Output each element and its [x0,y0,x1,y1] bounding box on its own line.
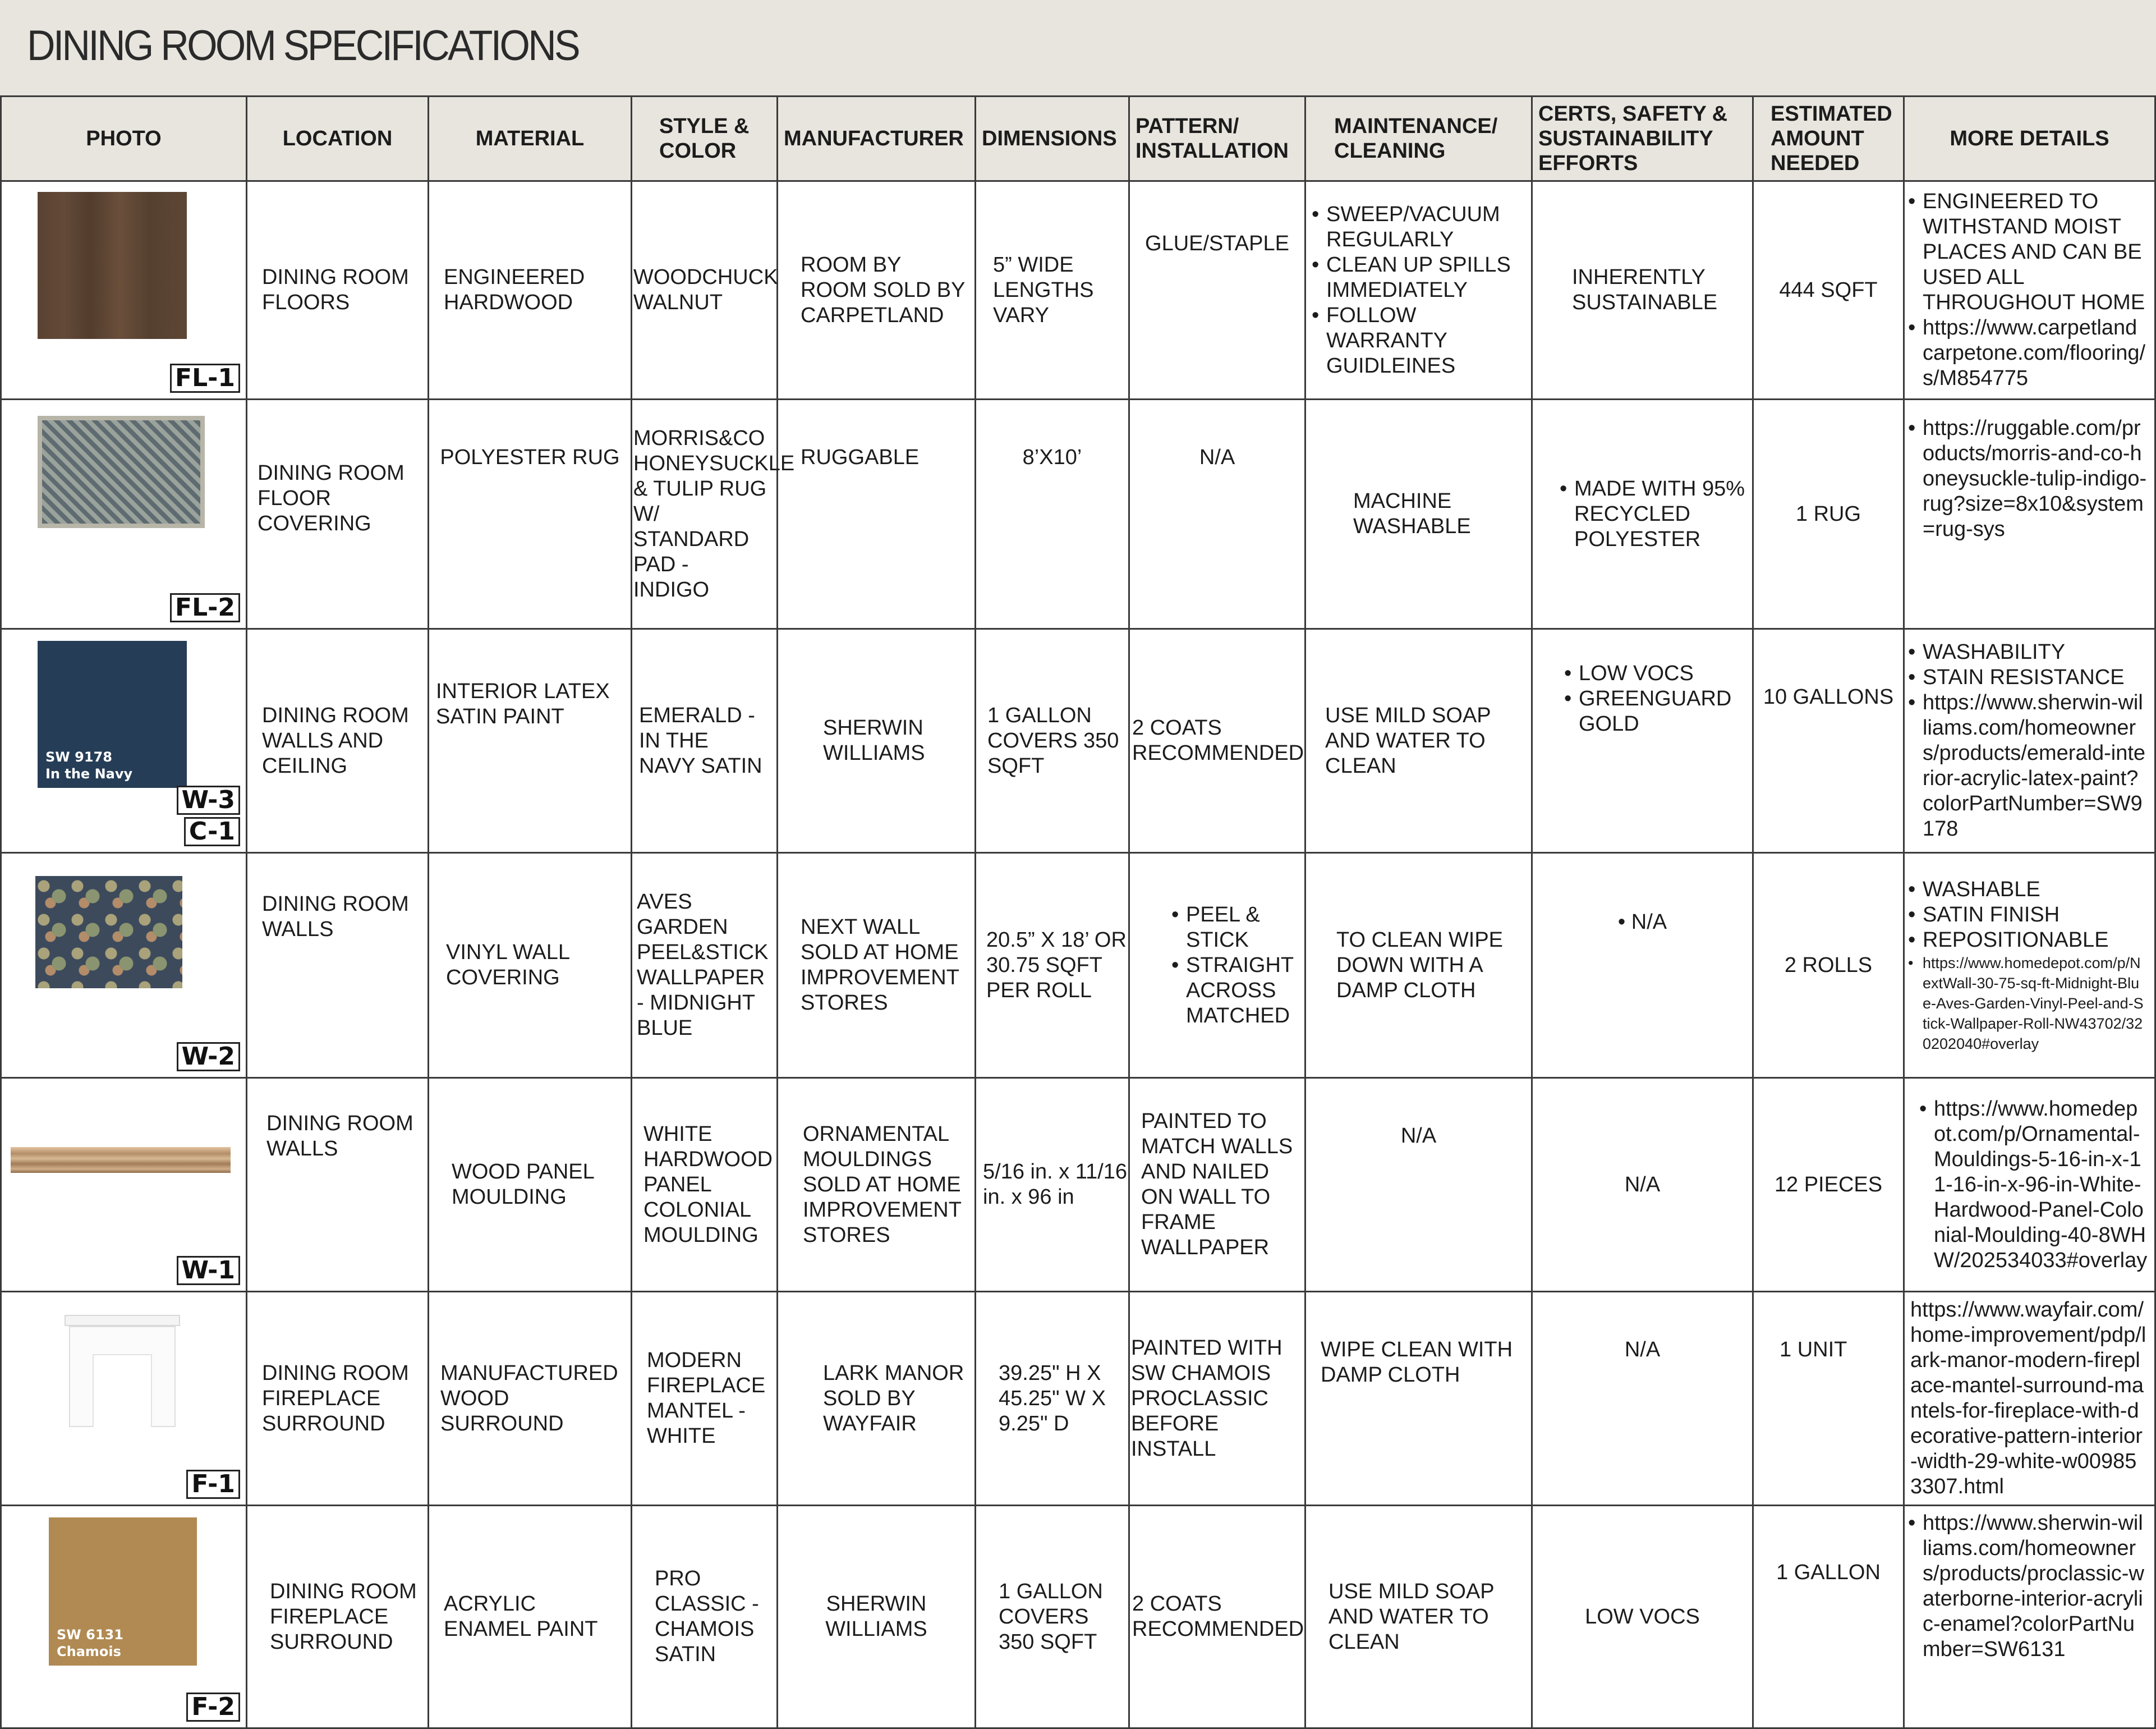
page-title: DINING ROOM SPECIFICATIONS [27,22,578,70]
pattern-cell [1129,853,1305,1078]
style-cell: MORRIS&CO HONEYSUCKLE & TULIP RUG W/ STANDARD PAD - INDIGO [632,400,778,629]
photo-cell [1,400,247,629]
location-cell: DINING ROOM WALLS [247,1078,429,1292]
manufacturer-cell: ORNAMENTAL MOULDINGS SOLD AT HOME IMPROVEMENT STORES [778,1078,976,1292]
header-manufacturer: MANUFACTURER [778,97,976,181]
maintenance-cell: USE MILD SOAP AND WATER TO CLEAN [1305,629,1532,853]
tag-label: FL-2 [170,593,240,622]
details-link[interactable]: • https://www.carpetlandcarpetone.com/flooring/s/M854775 [1923,315,2148,391]
material-cell: ENGINEERED HARDWOOD [429,181,632,400]
rug-swatch [38,416,205,528]
photo-cell [1,629,247,853]
maintenance-cell: TO CLEAN WIPE DOWN WITH A DAMP CLOTH [1305,853,1532,1078]
amount-cell: 1 GALLON [1753,1506,1904,1728]
location-cell: DINING ROOM FIREPLACE SURROUND [247,1506,429,1728]
details-link[interactable]: • https://ruggable.com/products/morris-and-co-honeysuckle-tulip-indigo-rug?size=8x10&system=rug-sys [1923,416,2148,542]
certs-item: • LOW VOCS [1579,661,1745,686]
details-item: • REPOSITIONABLE [1923,928,2148,953]
header-estimated-amount: ESTIMATED AMOUNT NEEDED [1753,97,1904,181]
header-more-details: MORE DETAILS [1904,97,2155,181]
style-cell: MODERN FIREPLACE MANTEL - WHITE [632,1292,778,1506]
details-item: • ENGINEERED TO WITHSTAND MOIST PLACES AND CAN BE USED ALL THROUGHOUT HOME [1923,189,2148,315]
details-link[interactable]: • https://www.homedepot.com/p/NextWall-30-75-sq-ft-Midnight-Blue-Aves-Garden-Vinyl-Peel-and-Stick-Wallpaper-Roll-NW43702/320202040#overlay [1923,953,2148,1054]
pattern-cell: 2 COATS RECOMMENDED [1129,629,1305,853]
table-row [1,1078,2155,1292]
wallpaper-swatch [35,876,182,988]
manufacturer-cell: SHERWIN WILLIAMS [778,629,976,853]
maintenance-cell [1305,181,1532,400]
manufacturer-cell: NEXT WALL SOLD AT HOME IMPROVEMENT STORES [778,853,976,1078]
style-cell: WOODCHUCK WALNUT [632,181,778,400]
table-row [1,1292,2155,1506]
header-pattern-installation: PATTERN/ INSTALLATION [1129,97,1305,181]
material-cell: VINYL WALL COVERING [429,853,632,1078]
material-cell: WOOD PANEL MOULDING [429,1078,632,1292]
photo-cell [1,181,247,400]
details-cell [1904,629,2155,853]
location-cell: DINING ROOM WALLS [247,853,429,1078]
certs-item: • GREENGUARD GOLD [1579,686,1745,737]
manufacturer-cell: LARK MANOR SOLD BY WAYFAIR [778,1292,976,1506]
details-item: • WASHABILITY [1923,640,2148,665]
pattern-cell: PAINTED WITH SW CHAMOIS PROCLASSIC BEFORE INSTALL [1129,1292,1305,1506]
tag-label: F-1 [186,1470,240,1499]
details-item: • STAIN RESISTANCE [1923,665,2148,690]
details-link[interactable]: • https://www.homedepot.com/p/Ornamental-Mouldings-5-16-in-x-11-16-in-x-96-in-White-Hardwood-Panel-Colonial-Moulding-40-8WHW/202534033#overlay [1934,1097,2148,1273]
photo-cell [1,1506,247,1728]
manufacturer-cell: RUGGABLE [778,400,976,629]
amount-cell: 1 UNIT [1753,1292,1904,1506]
details-cell [1904,400,2155,629]
dimensions-cell: 1 GALLON COVERS 350 SQFT [976,629,1129,853]
amount-cell: 444 SQFT [1753,181,1904,400]
maintenance-item: • FOLLOW WARRANTY GUIDLEINES [1326,303,1524,379]
table-row [1,1506,2155,1728]
pattern-cell: GLUE/STAPLE [1129,181,1305,400]
maintenance-cell: WIPE CLEAN WITH DAMP CLOTH [1305,1292,1532,1506]
style-cell: AVES GARDEN PEEL&STICK WALLPAPER - MIDNIGHT BLUE [632,853,778,1078]
manufacturer-cell: ROOM BY ROOM SOLD BY CARPETLAND [778,181,976,400]
style-cell: WHITE HARDWOOD PANEL COLONIAL MOULDING [632,1078,778,1292]
tag-label: FL-1 [170,364,240,393]
dimensions-cell: 8’X10’ [976,400,1129,629]
pattern-cell: PAINTED TO MATCH WALLS AND NAILED ON WALL TO FRAME WALLPAPER [1129,1078,1305,1292]
swatch-name: In the Navy [45,766,133,782]
tag-label: W-3 [177,786,240,815]
details-link[interactable]: • https://www.sherwin-williams.com/homeowners/products/proclassic-waterborne-interior-acrylic-enamel?colorPartNumber=SW6131 [1923,1511,2148,1662]
photo-cell [1,1292,247,1506]
swatch-name: Chamois [57,1644,121,1659]
location-cell: DINING ROOM FLOOR COVERING [247,400,429,629]
header-photo: PHOTO [1,97,247,181]
amount-cell: 10 GALLONS [1753,629,1904,853]
header-style-color: STYLE & COLOR [632,97,778,181]
pattern-item: • PEEL & STICK [1186,902,1298,953]
header-location: LOCATION [247,97,429,181]
photo-cell [1,853,247,1078]
location-cell: DINING ROOM FLOORS [247,181,429,400]
maintenance-cell: USE MILD SOAP AND WATER TO CLEAN [1305,1506,1532,1728]
pattern-item: • STRAIGHT ACROSS MATCHED [1186,953,1298,1029]
table-row [1,181,2155,400]
header-maintenance: MAINTENANCE/ CLEANING [1305,97,1532,181]
certs-cell [1532,853,1753,1078]
table-row [1,853,2155,1078]
walnut-floor-swatch [38,192,187,339]
details-cell [1904,1078,2155,1292]
dimensions-cell: 39.25" H X 45.25" W X 9.25" D [976,1292,1129,1506]
pattern-cell: 2 COATS RECOMMENDED [1129,1506,1305,1728]
specifications-table [0,95,2156,1729]
maintenance-item: • SWEEP/VACUUM REGULARLY [1326,202,1524,253]
style-cell: PRO CLASSIC - CHAMOIS SATIN [632,1506,778,1728]
maintenance-cell: MACHINE WASHABLE [1305,400,1532,629]
table-row [1,629,2155,853]
header-certs: CERTS, SAFETY & SUSTAINABILITY EFFORTS [1532,97,1753,181]
fireplace-mantel-image [65,1315,180,1427]
details-cell [1904,1506,2155,1728]
dimensions-cell: 5/16 in. x 11/16 in. x 96 in [976,1078,1129,1292]
certs-cell: INHERENTLY SUSTAINABLE [1532,181,1753,400]
certs-cell [1532,629,1753,853]
location-cell: DINING ROOM FIREPLACE SURROUND [247,1292,429,1506]
certs-cell: N/A [1532,1292,1753,1506]
certs-cell: LOW VOCS [1532,1506,1753,1728]
swatch-code: SW 6131 [57,1627,123,1643]
material-cell: POLYESTER RUG [429,400,632,629]
dimensions-cell: 5” WIDE LENGTHS VARY [976,181,1129,400]
details-cell [1904,181,2155,400]
photo-cell [1,1078,247,1292]
tag-label: F-2 [186,1693,240,1722]
details-item: • WASHABLE [1923,877,2148,902]
details-cell [1904,853,2155,1078]
header-material: MATERIAL [429,97,632,181]
certs-cell: N/A [1532,1078,1753,1292]
amount-cell: 1 RUG [1753,400,1904,629]
material-cell: ACRYLIC ENAMEL PAINT [429,1506,632,1728]
details-link[interactable]: https://www.wayfair.com/home-improvement/pdp/lark-manor-modern-fireplace-mantel-surround-mantels-for-fireplace-with-decorative-pattern-interior-width-29-white-w009853307.html [1904,1292,2155,1506]
style-cell: EMERALD - IN THE NAVY SATIN [632,629,778,853]
moulding-swatch [11,1147,231,1173]
tag-label-secondary: C-1 [184,817,240,846]
material-cell: INTERIOR LATEX SATIN PAINT [429,629,632,853]
certs-item: • N/A [1617,910,1667,934]
dimensions-cell: 1 GALLON COVERS 350 SQFT [976,1506,1129,1728]
details-link[interactable]: • https://www.sherwin-williams.com/homeowners/products/emerald-interior-acrylic-latex-paint?colorPartNumber=SW9178 [1923,690,2148,842]
dimensions-cell: 20.5” X 18’ OR 30.75 SQFT PER ROLL [976,853,1129,1078]
amount-cell: 2 ROLLS [1753,853,1904,1078]
header-dimensions: DIMENSIONS [976,97,1129,181]
amount-cell: 12 PIECES [1753,1078,1904,1292]
pattern-cell: N/A [1129,400,1305,629]
certs-cell [1532,400,1753,629]
details-item: • SATIN FINISH [1923,902,2148,928]
table-row [1,400,2155,629]
tag-label: W-1 [177,1256,240,1285]
maintenance-cell: N/A [1305,1078,1532,1292]
maintenance-item: • CLEAN UP SPILLS IMMEDIATELY [1326,253,1524,303]
manufacturer-cell: SHERWIN WILLIAMS [778,1506,976,1728]
tag-label: W-2 [177,1042,240,1071]
header-row [1,97,2155,181]
certs-item: • MADE WITH 95% RECYCLED POLYESTER [1574,476,1745,552]
location-cell: DINING ROOM WALLS AND CEILING [247,629,429,853]
material-cell: MANUFACTURED WOOD SURROUND [429,1292,632,1506]
swatch-code: SW 9178 [45,749,112,765]
